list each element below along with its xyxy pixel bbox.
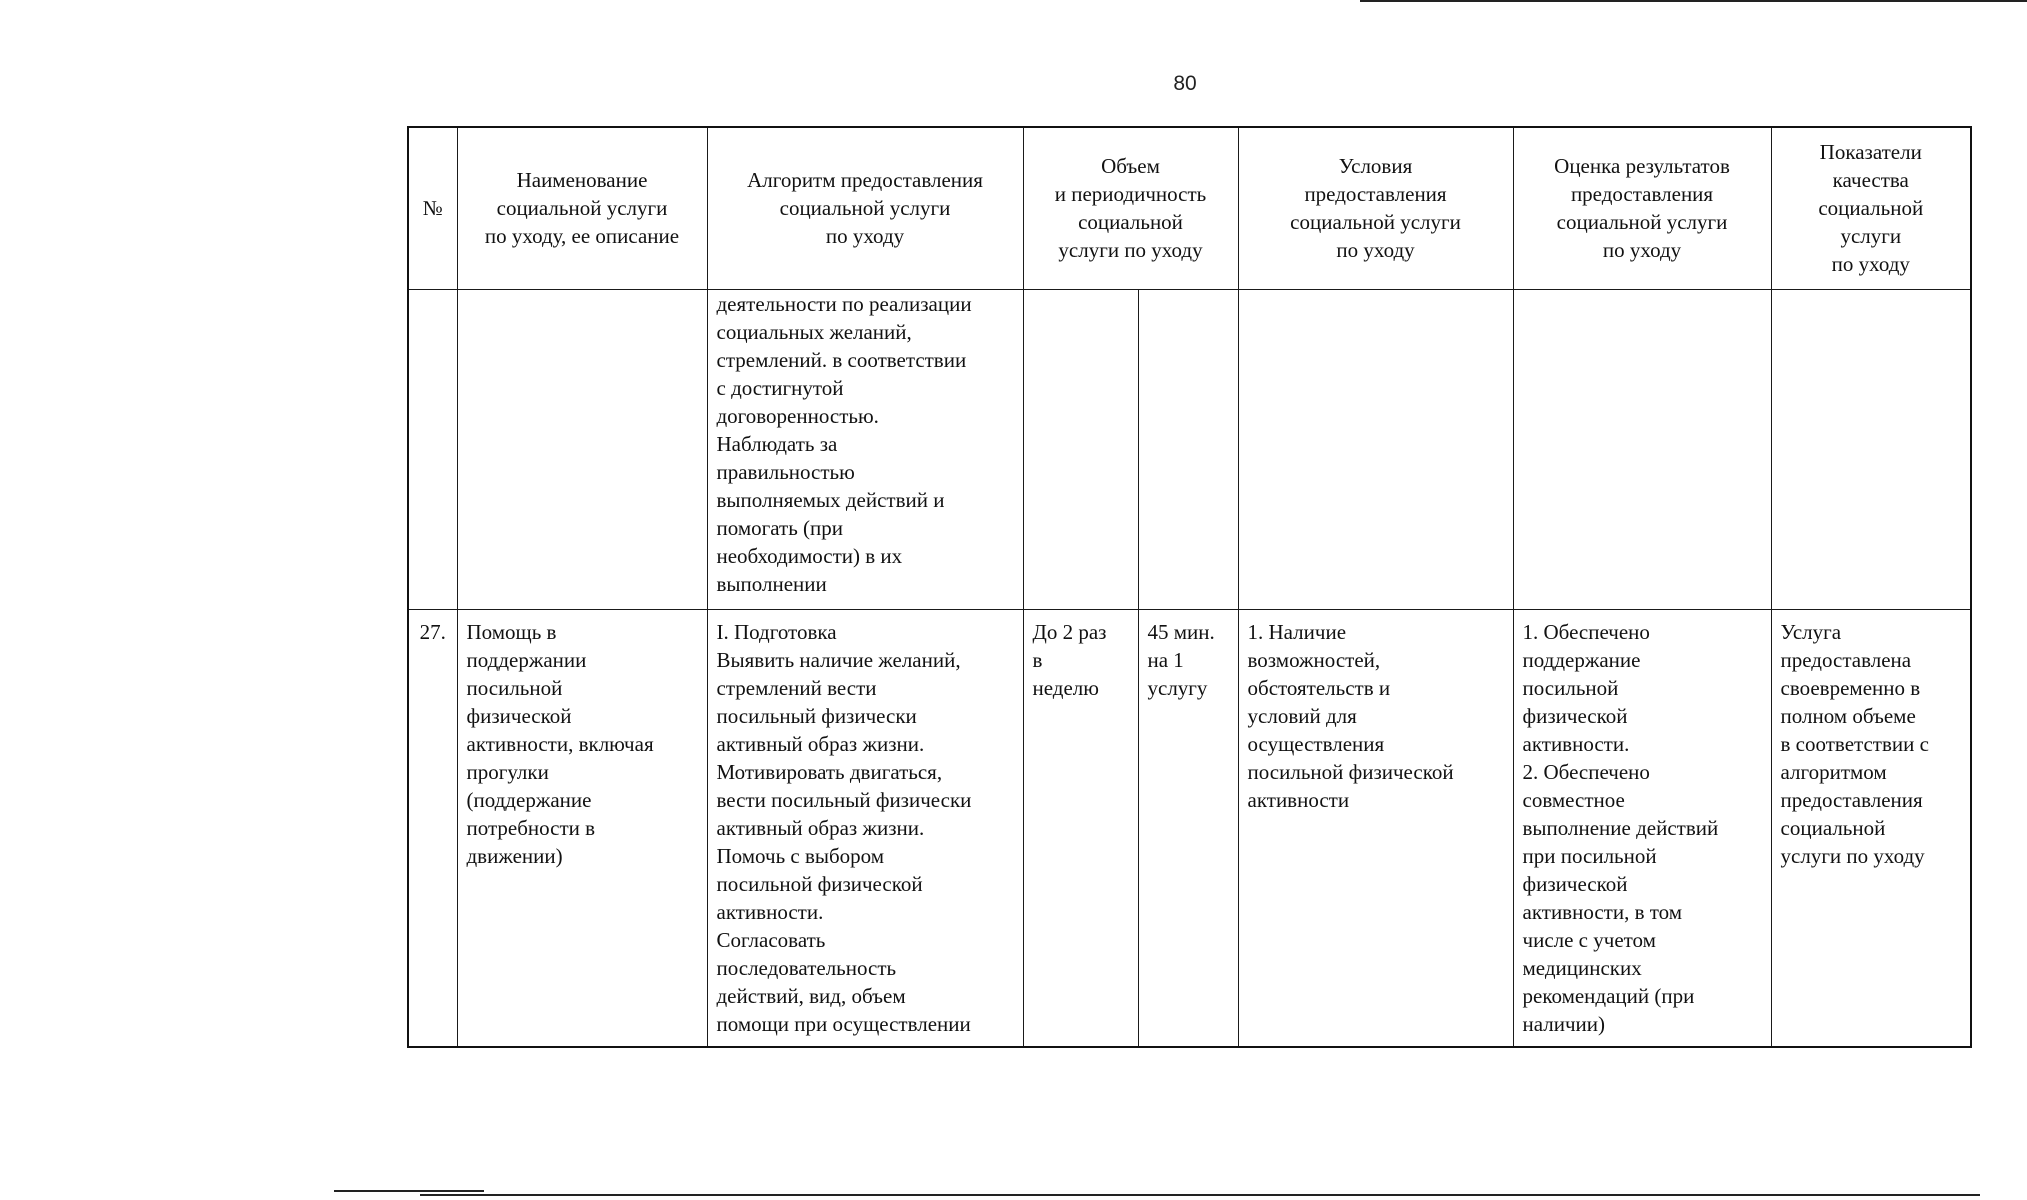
- table-header-row: [408, 127, 1971, 289]
- header-quality: Показатели качества социальной услуги по уходу: [1771, 127, 1971, 289]
- cell-service-name: [457, 289, 707, 609]
- cell-algorithm: I. Подготовка Выявить наличие желаний, стремлений вести посильный физически активный образ жизни. Мотивировать двигаться, вести посильный физически активный образ жизни. Помочь с выбором посильной физической активности. Согласовать последовательность действий, вид, объем помощи при осуществлении: [707, 609, 1023, 1047]
- cell-algorithm: деятельности по реализации социальных желаний, стремлений. в соответствии с достигнутой договоренностью. Наблюдать за правильностью выполняемых действий и помогать (при необходимости) в их выполнении: [707, 289, 1023, 609]
- cell-conditions: 1. Наличие возможностей, обстоятельств и условий для осуществления посильной физической активности: [1238, 609, 1513, 1047]
- header-volume: Объем и периодичность социальной услуги по уходу: [1023, 127, 1238, 289]
- services-table-wrapper: [407, 126, 1972, 1048]
- cell-number: 27.: [408, 609, 457, 1047]
- table-row: [408, 289, 1971, 609]
- header-service-name: Наименование социальной услуги по уходу, ее описание: [457, 127, 707, 289]
- scan-line-bottom-left: [334, 1190, 484, 1192]
- social-services-table: [407, 126, 1972, 1048]
- header-evaluation: Оценка результатов предоставления социальной услуги по уходу: [1513, 127, 1771, 289]
- cell-volume-time: [1138, 289, 1238, 609]
- cell-service-name: Помощь в поддержании посильной физической активности, включая прогулки (поддержание потребности в движении): [457, 609, 707, 1047]
- table-row: [408, 609, 1971, 1047]
- cell-volume-frequency: [1023, 289, 1138, 609]
- scan-line-top: [1360, 0, 2027, 2]
- header-algorithm: Алгоритм предоставления социальной услуги по уходу: [707, 127, 1023, 289]
- header-number: №: [408, 127, 457, 289]
- cell-conditions: [1238, 289, 1513, 609]
- cell-evaluation: [1513, 289, 1771, 609]
- cell-number: [408, 289, 457, 609]
- cell-evaluation: 1. Обеспечено поддержание посильной физической активности. 2. Обеспечено совместное выполнение действий при посильной физической активности, в том числе с учетом медицинских рекомендаций (при наличии): [1513, 609, 1771, 1047]
- cell-volume-frequency: До 2 раз в неделю: [1023, 609, 1138, 1047]
- scan-line-bottom-main: [420, 1194, 1980, 1196]
- cell-quality: Услуга предоставлена своевременно в полном объеме в соответствии с алгоритмом предоставления социальной услуги по уходу: [1771, 609, 1971, 1047]
- header-conditions: Условия предоставления социальной услуги по уходу: [1238, 127, 1513, 289]
- page-number: 80: [1173, 72, 1197, 95]
- cell-quality: [1771, 289, 1971, 609]
- cell-volume-time: 45 мин. на 1 услугу: [1138, 609, 1238, 1047]
